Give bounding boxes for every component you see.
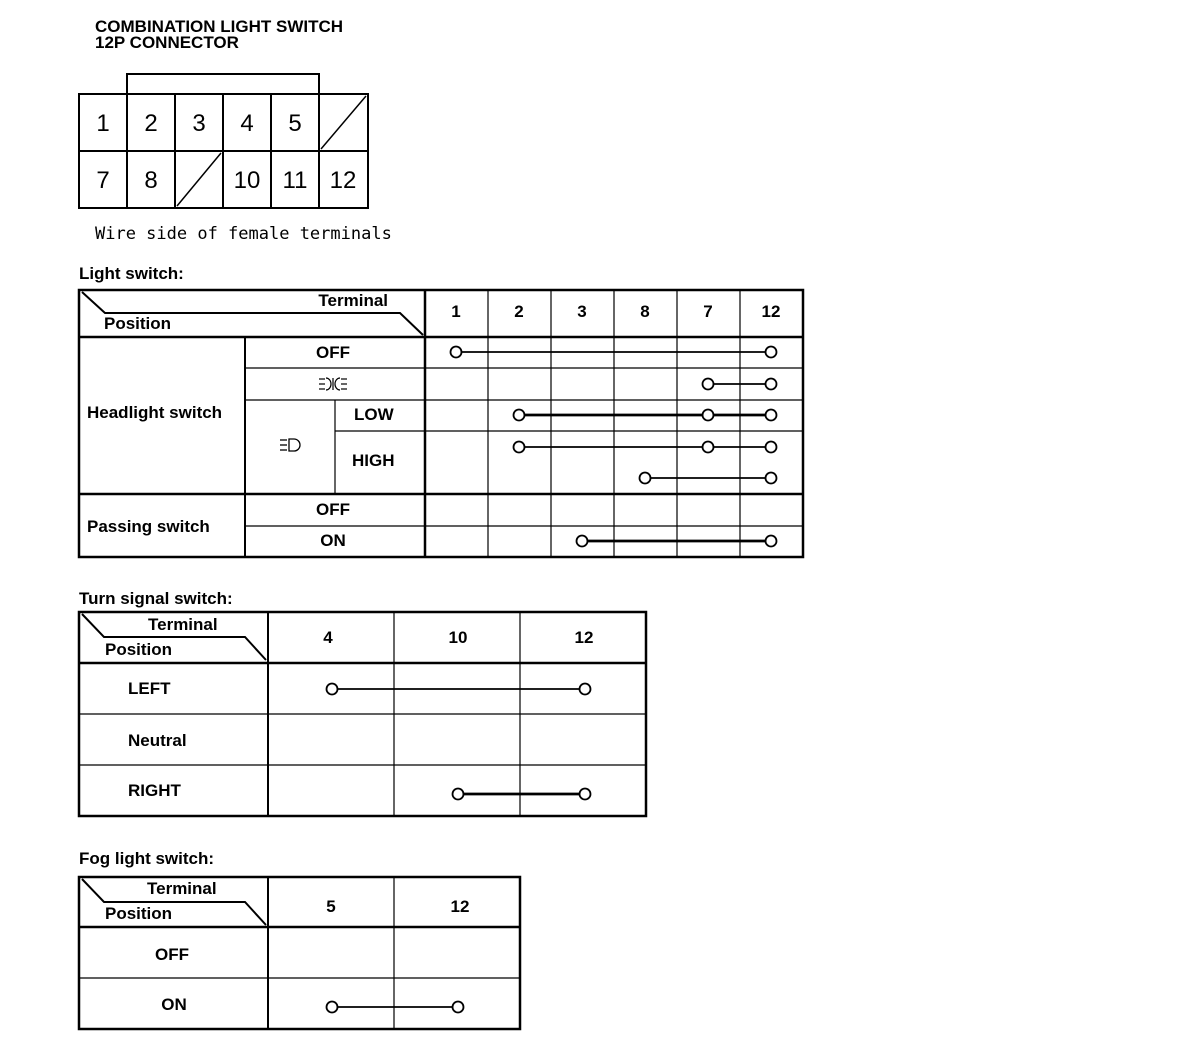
terminal-header: 2 xyxy=(514,302,524,321)
pin-label: 12 xyxy=(329,167,357,194)
light-switch-heading: Light switch: xyxy=(79,264,184,283)
terminal-header: 12 xyxy=(574,628,594,647)
terminal-point xyxy=(766,442,777,453)
connector-caption: Wire side of female terminals xyxy=(95,224,392,244)
passing-on-label: ON xyxy=(320,531,346,550)
fog-light-labels xyxy=(105,879,469,1014)
terminal-point xyxy=(327,684,338,695)
terminal-point xyxy=(580,684,591,695)
terminal-point xyxy=(327,1002,338,1013)
headlight-icon xyxy=(280,439,300,451)
terminal-point xyxy=(453,1002,464,1013)
terminal-point xyxy=(451,347,462,358)
pin-label: 1 xyxy=(96,110,110,137)
continuity-headlight-high-1 xyxy=(514,442,777,453)
terminal-point xyxy=(703,379,714,390)
terminal-header: 8 xyxy=(640,302,650,321)
terminal-point xyxy=(766,536,777,547)
position-left-label: LEFT xyxy=(128,679,171,698)
unused-cavity-6 xyxy=(321,96,366,149)
turn-signal-heading: Turn signal switch: xyxy=(79,589,233,608)
position-right-label: RIGHT xyxy=(128,781,181,800)
terminal-point xyxy=(766,473,777,484)
passing-switch-label: Passing switch xyxy=(87,517,210,536)
terminal-point xyxy=(580,789,591,800)
header-terminal-label: Terminal xyxy=(148,615,218,634)
terminal-point xyxy=(766,347,777,358)
title-line-2: 12P CONNECTOR xyxy=(95,33,239,52)
high-beam-label: HIGH xyxy=(352,451,395,470)
continuity-turn-left xyxy=(327,684,591,695)
terminal-header: 4 xyxy=(323,628,333,647)
continuity-turn-right xyxy=(453,789,591,800)
pin-label: 5 xyxy=(288,110,302,137)
terminal-point xyxy=(703,442,714,453)
terminal-header: 12 xyxy=(761,302,781,321)
header-position-label: Position xyxy=(105,640,173,659)
continuity-fog-on xyxy=(327,1002,464,1013)
terminal-point xyxy=(703,410,714,421)
pin-label: 11 xyxy=(282,167,308,194)
header-position-label: Position xyxy=(105,904,173,923)
pin-label: 4 xyxy=(240,110,254,137)
pin-label: 8 xyxy=(144,167,158,194)
header-position-label: Position xyxy=(104,314,172,333)
passing-off-label: OFF xyxy=(316,500,350,519)
terminal-point xyxy=(766,379,777,390)
terminal-header: 12 xyxy=(450,897,470,916)
connector-12p xyxy=(79,74,368,208)
continuity-headlight-high-2 xyxy=(640,473,777,484)
terminal-point xyxy=(766,410,777,421)
position-off-label: OFF xyxy=(155,945,189,964)
low-beam-label: LOW xyxy=(354,405,394,424)
position-on-label: ON xyxy=(161,995,187,1014)
position-lamp-icon xyxy=(319,378,347,390)
unused-cavity-9 xyxy=(177,153,221,206)
terminal-point xyxy=(640,473,651,484)
headlight-off-label: OFF xyxy=(316,343,350,362)
terminal-point xyxy=(453,789,464,800)
pin-label: 7 xyxy=(96,167,110,194)
headlight-switch-label: Headlight switch xyxy=(87,403,223,422)
title-line-1: COMBINATION LIGHT SWITCH xyxy=(95,17,344,36)
terminal-point xyxy=(577,536,588,547)
terminal-header: 7 xyxy=(703,302,713,321)
pin-label: 3 xyxy=(192,110,206,137)
header-terminal-label: Terminal xyxy=(318,291,388,310)
terminal-point xyxy=(514,442,525,453)
terminal-header: 1 xyxy=(451,302,461,321)
position-neutral-label: Neutral xyxy=(128,731,187,750)
connector-latch xyxy=(127,74,319,94)
header-terminal-label: Terminal xyxy=(147,879,217,898)
fog-light-heading: Fog light switch: xyxy=(79,849,215,868)
terminal-header: 5 xyxy=(326,897,336,916)
terminal-point xyxy=(514,410,525,421)
terminal-header: 10 xyxy=(448,628,468,647)
pin-label: 10 xyxy=(233,167,261,194)
continuity-headlight-low xyxy=(514,410,777,421)
terminal-header: 3 xyxy=(577,302,587,321)
pin-label: 2 xyxy=(144,110,158,137)
